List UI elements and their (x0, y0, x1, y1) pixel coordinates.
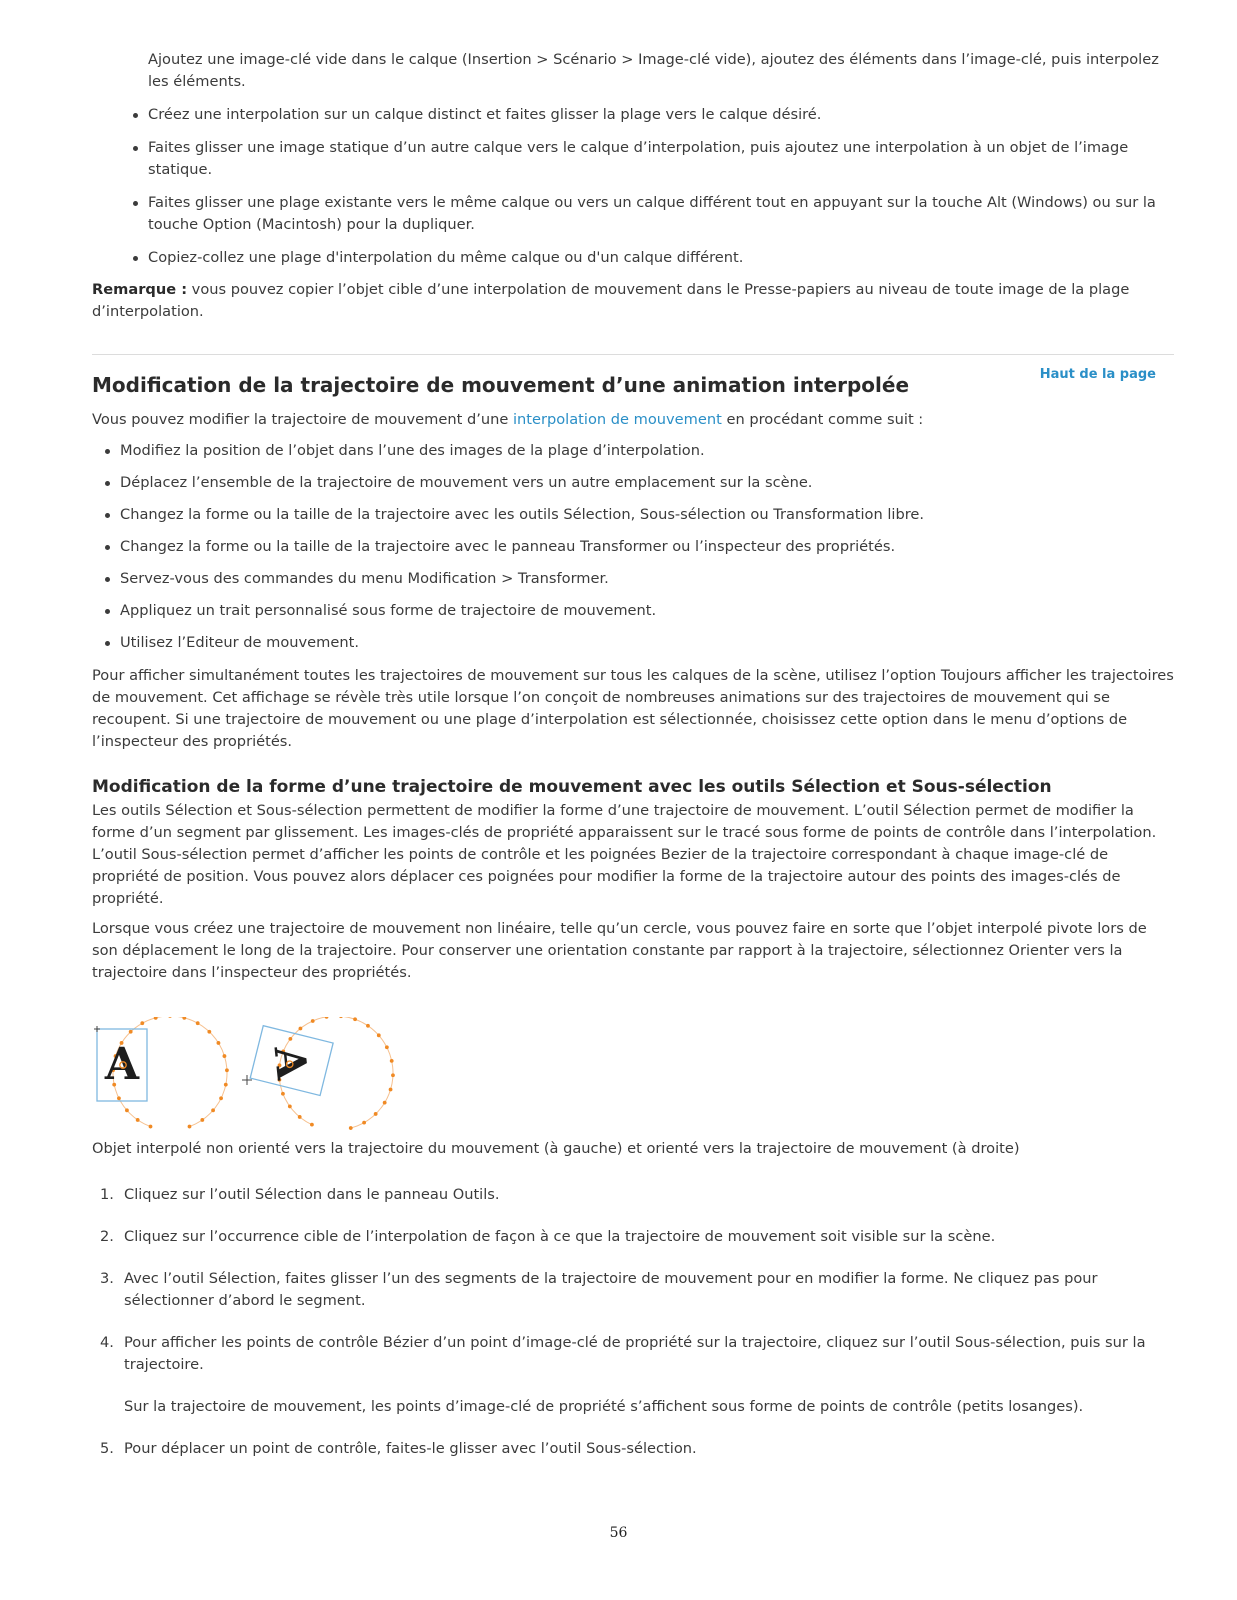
motion-path-point (125, 1108, 129, 1112)
subsection-title: Modification de la forme d’une trajectoire de mouvement avec les outils Sélection et Sous-sélection (92, 777, 1052, 797)
motion-path-point (339, 1017, 343, 1018)
list-item: Copiez-collez une plage d'interpolation du même calque ou d'un calque différent. (148, 247, 1174, 269)
step-item (100, 1438, 1174, 1460)
document-page (92, 0, 1174, 1460)
motion-path-point (200, 1118, 204, 1122)
figure-caption: Objet interpolé non orienté vers la trajectoire du mouvement (à gauche) et orienté vers la trajectoire de mouvement (à droite) (92, 1140, 1020, 1157)
step-item (100, 1184, 1174, 1206)
step-item (100, 1268, 1174, 1312)
step-number: 5. (100, 1440, 114, 1457)
motion-path-point (207, 1030, 211, 1034)
motion-path-point (219, 1096, 223, 1100)
bullet-list-section (92, 440, 1174, 654)
step-number: 4. (100, 1334, 114, 1351)
motion-path-point (154, 1017, 158, 1020)
section-title: Modification de la trajectoire de mouvement d’une animation interpolée (92, 373, 910, 397)
tweened-object-left (94, 1026, 147, 1101)
motion-path-point (136, 1118, 140, 1122)
motion-path-point (225, 1068, 229, 1072)
motion-tween-link[interactable]: interpolation de mouvement (512, 411, 722, 428)
figure-illustration (92, 1017, 412, 1135)
list-item: Déplacez l’ensemble de la trajectoire de mouvement vers un autre emplacement sur la scène. (120, 472, 1174, 494)
list-item: Créez une interpolation sur un calque distinct et faites glisser la plage vers le calque désiré. (148, 104, 1174, 126)
list-item: Modifiez la position de l’objet dans l’une des images de la plage d’interpolation. (120, 440, 1174, 462)
step-text: Pour déplacer un point de contrôle, faites-le glisser avec l’outil Sous-sélection. (124, 1440, 697, 1457)
page-number: 56 (609, 1525, 628, 1541)
letter-a-right: A (264, 1043, 317, 1082)
motion-path-point (298, 1115, 302, 1119)
letter-a-left: A (104, 1039, 140, 1090)
step-note: Sur la trajectoire de mouvement, les points d’image-clé de propriété s’affichent sous forme de points de contrôle (petits losanges). (124, 1398, 1084, 1415)
step-item (100, 1226, 1174, 1248)
intro-text: Vous pouvez modifier la trajectoire de mouvement d’une (92, 411, 513, 428)
motion-path-point (129, 1030, 133, 1034)
remark-note (92, 279, 1174, 323)
bullet-list-top (92, 104, 1174, 269)
step-number: 1. (100, 1186, 114, 1203)
motion-path-point (349, 1126, 353, 1130)
list-item: Changez la forme ou la taille de la trajectoire avec le panneau Transformer ou l’inspecteur des propriétés. (120, 536, 1174, 558)
section-paragraph: Pour afficher simultanément toutes les trajectoires de mouvement sur tous les calques de la scène, utilisez l’option Toujours afficher les trajectoires de mouvement. Cet affichage se révèle très utile lorsque l’on conçoit de nombreuses animations sur des trajectoires de mouvement qui se recoupent. Si une trajectoire de mouvement ou une plage d’interpolation est sélectionnée, choisissez cette option dans le menu d’options de l’inspecteur des propriétés. (92, 667, 1174, 750)
list-item: Appliquez un trait personnalisé sous forme de trajectoire de mouvement. (120, 600, 1174, 622)
subsection-paragraph-1: Les outils Sélection et Sous-sélection permettent de modifier la forme d’une trajectoire de mouvement. L’outil Sélection permet de modifier la forme d’un segment par glissement. Les images-clés de propriété apparaissent sur le tracé sous forme de points de contrôle dans l’interpolation. L’outil Sous-sélection permet d’afficher les points de contrôle et les poignées Bezier de la trajectoire correspondant à chaque image-clé de propriété de position. Vous pouvez alors déplacer ces poignées pour modifier la forme de la trajectoire autour des points des images-clés de propriété. (92, 802, 1157, 907)
motion-path-point (223, 1054, 227, 1058)
orient-to-path-figure (92, 1017, 412, 1135)
motion-path-point (117, 1096, 121, 1100)
remark-text: vous pouvez copier l’objet cible d’une interpolation de mouvement dans le Presse-papiers au niveau de toute image de la plage d’interpolation. (92, 281, 1130, 320)
steps-list (92, 1184, 1174, 1460)
motion-path-point (188, 1125, 192, 1129)
motion-path-point (182, 1017, 186, 1020)
motion-path-point (391, 1073, 395, 1077)
intro-text-end: en procédant comme suit : (721, 411, 924, 428)
tweened-object-right (250, 1026, 333, 1096)
motion-path-point (310, 1123, 314, 1127)
motion-path-point (299, 1027, 303, 1031)
motion-path-point (366, 1024, 370, 1028)
step-text: Avec l’outil Sélection, faites glisser l’un des segments de la trajectoire de mouvement pour en modifier la forme. Ne cliquez pas pour sélectionner d’abord le segment. (124, 1270, 1098, 1309)
list-item: Servez-vous des commandes du menu Modification > Transformer. (120, 568, 1174, 590)
step-text: Cliquez sur l’occurrence cible de l’interpolation de façon à ce que la trajectoire de mouvement soit visible sur la scène. (124, 1228, 996, 1245)
motion-path-point (217, 1041, 221, 1045)
motion-path-point (281, 1092, 285, 1096)
step-number: 3. (100, 1270, 114, 1287)
motion-path-point (224, 1083, 228, 1087)
motion-path-point (377, 1033, 381, 1037)
section-intro (92, 409, 1174, 431)
continuation-text: Ajoutez une image-clé vide dans le calque (Insertion > Scénario > Image-clé vide), ajoutez des éléments dans l’image-clé, puis interpolez les éléments. (148, 51, 1159, 90)
motion-path-point (288, 1037, 292, 1041)
motion-path-point (311, 1019, 315, 1023)
motion-path-point (211, 1108, 215, 1112)
list-item: Faites glisser une plage existante vers le même calque ou vers un calque différent tout en appuyant sur la touche Alt (Windows) ou sur la touche Option (Macintosh) pour la dupliquer. (148, 192, 1174, 236)
remark-label: Remarque : (92, 281, 188, 298)
motion-path-point (168, 1017, 172, 1018)
list-item: Utilisez l’Editeur de mouvement. (120, 632, 1174, 654)
motion-path-point (325, 1017, 329, 1019)
step-text: Cliquez sur l’outil Sélection dans le panneau Outils. (124, 1186, 500, 1203)
motion-path-point (383, 1101, 387, 1105)
motion-path-point (390, 1059, 394, 1063)
list-item: Faites glisser une image statique d’un autre calque vers le calque d’interpolation, puis ajoutez une interpolation à un objet de l’image statique. (148, 137, 1174, 181)
motion-path-point (389, 1088, 393, 1092)
motion-path-point (149, 1125, 153, 1129)
motion-path-point (196, 1021, 200, 1025)
motion-path-point (353, 1017, 357, 1021)
step-number: 2. (100, 1228, 114, 1245)
list-item: Changez la forme ou la taille de la trajectoire avec les outils Sélection, Sous-sélection ou Transformation libre. (120, 504, 1174, 526)
back-to-top-link[interactable]: Haut de la page (1039, 367, 1156, 382)
motion-path-point (385, 1045, 389, 1049)
step-text: Pour afficher les points de contrôle Bézier d’un point d’image-clé de propriété sur la trajectoire, cliquez sur l’outil Sous-sélection, puis sur la trajectoire. (124, 1334, 1146, 1373)
step-item (100, 1332, 1174, 1418)
motion-path-point (288, 1105, 292, 1109)
section-divider (92, 354, 1174, 382)
motion-path-point (140, 1021, 144, 1025)
motion-path-point (362, 1121, 366, 1125)
motion-path-point (374, 1112, 378, 1116)
subsection-paragraph-2: Lorsque vous créez une trajectoire de mouvement non linéaire, telle qu’un cercle, vous pouvez faire en sorte que l’objet interpolé pivote lors de son déplacement le long de la trajectoire. Pour conserver une orientation constante par rapport à la trajectoire, sélectionnez Orienter vers la trajectoire dans l’inspecteur des propriétés. (92, 920, 1147, 981)
